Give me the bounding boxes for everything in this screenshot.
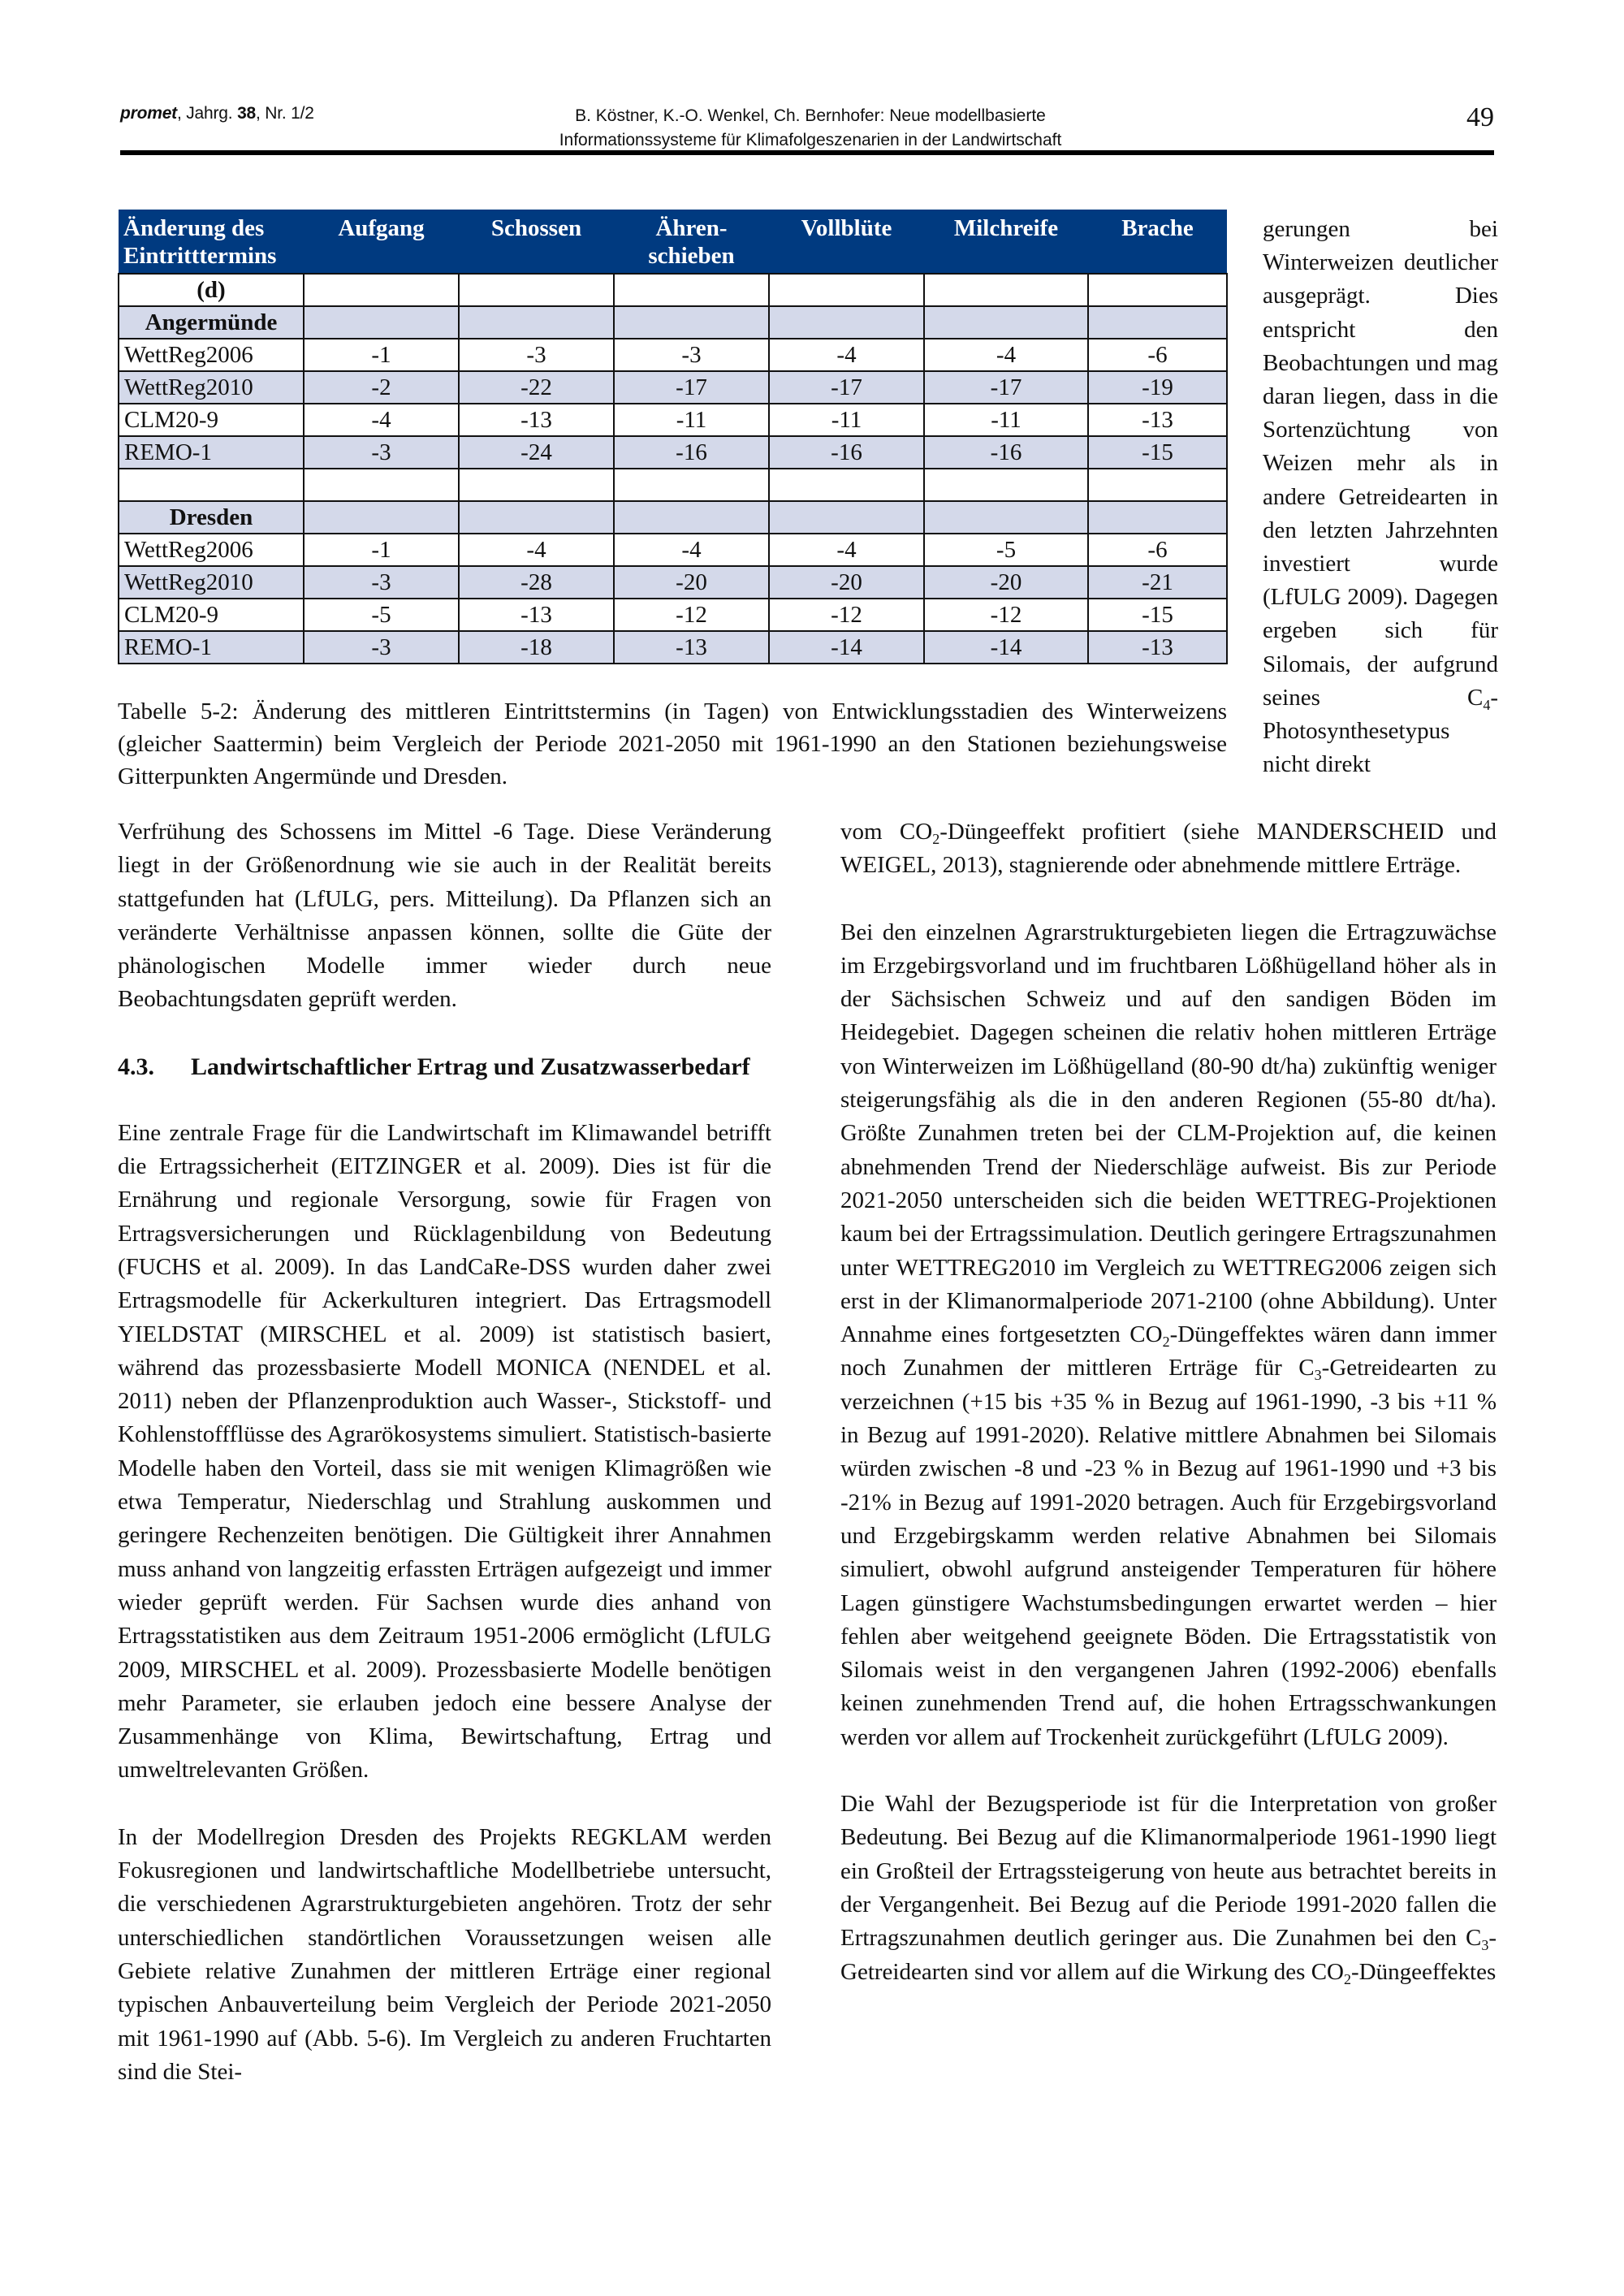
col-header-change: Änderung des Eintritttermins: [119, 210, 304, 274]
table-row: REMO-1 -3 -24 -16 -16 -16 -15: [119, 436, 1227, 469]
left-text-column: [118, 815, 771, 2089]
page-number: 49: [1466, 102, 1494, 132]
table-row: REMO-1 -3 -18 -13 -14 -14 -13: [119, 631, 1227, 664]
col-header-brache: Brache: [1088, 210, 1227, 274]
table-row: WettReg2010 -2 -22 -17 -17 -17 -19: [119, 371, 1227, 404]
paragraph: In der Modellregion Dresden des Projekts REGKLAM werden Fokusregionen und landwirtschaftliche Modellbetriebe untersucht, die verschiedenen Agrarstrukturgebieten angehören. Trotz der sehr unterschiedlichen standörtlichen Voraussetzungen weisen alle Gebiete relative Zunahmen der mittleren Erträge einer regional typischen Anbauverteilung beim Vergleich der Periode 2021-2050 mit 1961-1990 auf (Abb. 5-6). Im Vergleich zu anderen Fruchtarten sind die Stei-: [118, 1823, 771, 2085]
narrow-text-column: [1263, 213, 1498, 781]
header-rule: [120, 150, 1494, 155]
data-table: [118, 210, 1228, 664]
narrow-paragraph: gerungen bei Winterweizen deutlicher ausgeprägt. Dies entspricht den Beobachtungen und mag daran liegen, dass in die Sortenzüchtung von Weizen mehr als in andere Getreidearten in den letzten Jahrzehnten investiert wurde (LfULG 2009). Dagegen ergeben sich für Silomais, der aufgrund seines $C_4$-Photosynthesetypus nicht direkt: [1263, 216, 1498, 778]
table-row: WettReg2006 -1 -3 -3 -4 -4 -6: [119, 339, 1227, 371]
phenology-table: [118, 210, 1226, 664]
right-text-column: [840, 815, 1497, 1989]
table-row: CLM20-9 -5 -13 -12 -12 -12 -15: [119, 599, 1227, 631]
table-row: CLM20-9 -4 -13 -11 -11 -11 -13: [119, 404, 1227, 436]
paragraph: Bei den einzelnen Agrarstrukturgebieten liegen die Ertragzuwächse im Erzgebirgsvorland und im fruchtbaren Lößhügelland höher als in der Sächsischen Schweiz und auf den sandigen Böden im Heidegebiet. Dagegen scheinen die relativ hohen mittleren Erträge von Winterweizen im Lößhügelland (80-90 dt/ha) zukünftig weniger steigerungsfähig als die in den anderen Regionen (55-80 dt/ha). Größte Zunahmen treten bei der CLM-Projektion auf, die keinen abnehmenden Trend der Niederschläge aufweist. Bis zur Periode 2021-2050 unterscheiden sich die beiden WETTREG-Projektionen kaum bei der Ertragssimulation. Deutlich geringere Ertragszunahmen unter WETTREG2010 im Vergleich zu WETTREG2006 zeigen sich erst in der Klimanormalperiode 2071-2100 (ohne Abbildung). Unter Annahme eines fortgesetzten $CO_2$-Düngeffektes wären dann immer noch Zunahmen der mittleren Erträge für $C_3$-Getreidearten zu verzeichnen (+15 bis +35 % in Bezug auf 1961-1990, -3 bis +11 % in Bezug auf 1991-2020). Relative mittlere Abnahmen bei Silomais würden zwischen -8 und -23 % in Bezug auf 1961-1990 und +3 bis -21% in Bezug auf 1991-2020 betragen. Auch für Erzgebirgsvorland und Erzgebirgskamm werden relative Abnahmen bei Silomais simuliert, obwohl aufgrund ansteigender Temperaturen für höhere Lagen günstigere Wachstumsbedingungen erwartet werden – hier fehlen aber weitgehend geeignete Böden. Die Ertragsstatistik von Silomais weist in den vergangenen Jahren (1992-2006) ebenfalls keinen zunehmenden Trend auf, die hohen Ertragsschwankungen werden vor allem auf Trockenheit zurückgeführt (LfULG 2009).: [840, 919, 1497, 1750]
spacer-row: [119, 469, 1227, 501]
journal-citation: promet, Jahrg. 38, Nr. 1/2: [120, 104, 314, 123]
col-header-vollbluete: Vollblüte: [769, 210, 924, 274]
table-row: WettReg2010 -3 -28 -20 -20 -20 -21: [119, 566, 1227, 599]
table-row: WettReg2006 -1 -4 -4 -4 -5 -6: [119, 534, 1227, 566]
paragraph: vom $CO_2$-Düngeeffekt profitiert (siehe MANDERSCHEID und WEIGEL, 2013), stagnierende oder abnehmende mittlere Erträge.: [840, 819, 1497, 879]
section-heading: 4.3. Landwirtschaftlicher Ertrag und Zusatzwasserbedarf: [118, 1053, 750, 1080]
table-caption: Tabelle 5-2: Änderung des mittleren Eintrittstermins (in Tagen) von Entwicklungsstadien des Winterweizens (gleicher Saattermin) beim Vergleich der Periode 2021-2050 mit 1961-1990 an den Stationen beziehungsweise Gitterpunkten Angermünde und Dresden.: [118, 698, 1227, 789]
paragraph: Eine zentrale Frage für die Landwirtschaft im Klimawandel betrifft die Ertragssicherheit (EITZINGER et al. 2009). Dies ist für die Ernährung und regionale Versorgung, sowie für Fragen von Ertragsversicherungen und Rücklagenbildung von Bedeutung (FUCHS et al. 2009). In das LandCaRe-DSS wurden daher zwei Ertragsmodelle für Ackerkulturen integriert. Das Ertragsmodell YIELDSTAT (MIRSCHEL et al. 2009) ist statistisch basiert, während das prozessbasierte Modell MONICA (NENDEL et al. 2011) neben der Pflanzenproduktion auch Wasser-, Stickstoff- und Kohlenstoffflüsse des Agrarökosystems simuliert. Statistisch-basierte Modelle haben den Vorteil, dass sie mit wenigen Klimagrößen wie etwa Temperatur, Niederschlag und Strahlung auskommen und geringere Rechenzeiten benötigen. Die Gültigkeit ihrer Annahmen muss anhand von langzeitig erfassten Erträgen aufgezeigt und immer wieder geprüft werden. Für Sachsen wurde dies anhand von Ertragsstatistiken aus dem Zeitraum 1951-2006 ermöglicht (LfULG 2009, MIRSCHEL et al. 2009). Prozessbasierte Modelle benötigen mehr Parameter, sie erlauben jedoch eine bessere Analyse der Zusammenhänge von Klima, Bewirtschaftung, Ertrag und umweltrelevanten Größen.: [118, 1119, 771, 1784]
table-header-row: [119, 210, 1227, 274]
col-header-aehrenschieben: Ähren- schieben: [614, 210, 769, 274]
unit-row: (d): [119, 274, 1227, 306]
running-header: [120, 104, 1494, 154]
paragraph: Verfrühung des Schossens im Mittel -6 Tage. Diese Veränderung liegt in der Größenordnung wie sie auch in der Realität bereits stattgefunden hat (LfULG, pers. Mitteilung). Da Pflanzen sich an veränderte Verhältnisse anpassen können, sollte die Güte der phänologischen Modelle immer wieder durch neue Beobachtungsdaten geprüft werden.: [118, 819, 771, 1013]
col-header-milchreife: Milchreife: [924, 210, 1088, 274]
paragraph: Die Wahl der Bezugsperiode ist für die Interpretation von großer Bedeutung. Bei Bezug auf die Klimanormalperiode 1961-1990 liegt ein Großteil der Ertragssteigerung von heute aus betrachtet bereits in der Vergangenheit. Bei Bezug auf die Periode 1991-2020 fallen die Ertragszunahmen deutlich geringer aus. Die Zunahmen bei den $C_3$-Getreidearten sind vor allem auf die Wirkung des $CO_2$-Düngeeffektes: [840, 1791, 1497, 1987]
col-header-schossen: Schossen: [459, 210, 614, 274]
article-title-header: B. Köstner, K.-O. Wenkel, Ch. Bernhofer: Neue modellbasierte Informationssysteme für Klimafolgeszenarien in der Landwirtschaft: [559, 106, 1062, 149]
section-row-angermuende: Angermünde: [119, 306, 1227, 339]
col-header-aufgang: Aufgang: [304, 210, 459, 274]
section-row-dresden: Dresden: [119, 501, 1227, 534]
